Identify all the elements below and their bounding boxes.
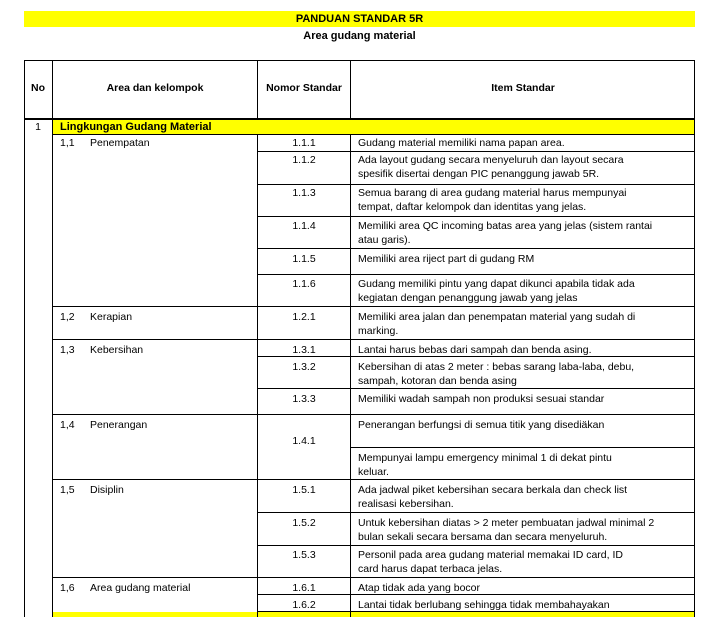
- header-item-standar: Item Standar: [491, 82, 555, 94]
- standard-item-line: Lantai harus bebas dari sampah dan benda asing.: [358, 344, 592, 356]
- next-section-highlight: [53, 612, 695, 617]
- group-number: 1,3: [60, 344, 75, 356]
- standard-item-line: spesifik disertai dengan PIC penanggung jawab 5R.: [358, 168, 600, 180]
- standard-code: 1.3.3: [292, 393, 316, 405]
- standard-item-line: Memiliki area riject part di gudang RM: [358, 253, 535, 265]
- grid-line: [257, 339, 695, 340]
- grid-line: [257, 512, 695, 513]
- grid-line: [257, 594, 695, 595]
- standard-item-line: Personil pada area gudang material memakai ID card, ID: [358, 549, 623, 561]
- standard-item-line: Gudang material memiliki nama papan area.: [358, 137, 565, 149]
- header-nomor-standar: Nomor Standar: [266, 82, 342, 94]
- standard-item-line: Ada jadwal piket kebersihan secara berkala dan check list: [358, 484, 628, 496]
- grid-line: [257, 60, 258, 118]
- standard-item-line: Lantai tidak berlubang sehingga tidak membahayakan: [358, 599, 610, 611]
- group-number: 1,2: [60, 311, 75, 323]
- grid-line: [257, 414, 695, 415]
- standard-code: 1.6.2: [292, 599, 316, 611]
- grid-line: [257, 184, 695, 185]
- standard-code: 1.1.6: [292, 278, 316, 290]
- grid-line: [53, 339, 257, 340]
- grid-line: [24, 60, 25, 617]
- group-name: Kebersihan: [90, 344, 144, 356]
- group-number: 1,4: [60, 419, 75, 431]
- grid-line: [53, 577, 257, 578]
- standard-item-line: bulan sekali secara bersama dan secara menyeluruh.: [358, 531, 608, 543]
- page-subtitle: Area gudang material: [303, 30, 416, 42]
- grid-line: [257, 388, 695, 389]
- grid-line: [257, 577, 695, 578]
- standard-code: 1.6.1: [292, 582, 316, 594]
- grid-line: [257, 479, 695, 480]
- standard-item-line: Penerangan berfungsi di semua titik yang disediäkan: [358, 419, 605, 431]
- standard-code: 1.5.3: [292, 549, 316, 561]
- header-no: No: [31, 82, 45, 94]
- grid-line: [257, 274, 695, 275]
- grid-line: [53, 306, 257, 307]
- grid-line: [53, 479, 257, 480]
- group-number: 1,5: [60, 484, 75, 496]
- group-name: Penempatan: [90, 137, 150, 149]
- grid-line: [257, 248, 695, 249]
- standard-code: 1.2.1: [292, 311, 316, 323]
- standard-item-line: Memiliki area QC incoming batas area yang jelas (sistem rantai: [358, 220, 653, 232]
- grid-line: [257, 216, 695, 217]
- grid-line: [257, 545, 695, 546]
- grid-line: [24, 119, 695, 120]
- section-title: Lingkungan Gudang Material: [60, 121, 212, 133]
- standard-code: 1.3.1: [292, 344, 316, 356]
- grid-line: [24, 60, 695, 61]
- standard-item-line: Semua barang di area gudang material harus mempunyai: [358, 187, 627, 199]
- standard-item-line: Mempunyai lampu emergency minimal 1 di dekat pintu: [358, 452, 612, 464]
- standard-code: 1.3.2: [292, 361, 316, 373]
- standard-item-line: Ada layout gudang secara menyeluruh dan layout secara: [358, 154, 624, 166]
- standard-code: 1.1.5: [292, 253, 316, 265]
- section-number: 1: [35, 121, 41, 133]
- standard-item-line: Memiliki area jalan dan penempatan material yang sudah di: [358, 311, 636, 323]
- standard-item-line: Untuk kebersihan diatas > 2 meter pembuatan jadwal minimal 2: [358, 517, 655, 529]
- standard-code: 1.4.1: [292, 435, 316, 447]
- header-area: Area dan kelompok: [106, 82, 204, 94]
- grid-line: [350, 60, 351, 118]
- standard-item-line: sampah, kotoran dan benda asing: [358, 375, 517, 387]
- grid-line: [350, 447, 695, 448]
- standard-item-line: Atap tidak ada yang bocor: [358, 582, 481, 594]
- standard-code: 1.5.2: [292, 517, 316, 529]
- standard-code: 1.1.4: [292, 220, 316, 232]
- standard-item-line: realisasi kebersihan.: [358, 498, 454, 510]
- standard-code: 1.5.1: [292, 484, 316, 496]
- standard-item-line: Gudang memiliki pintu yang dapat dikunci apabila tidak ada: [358, 278, 635, 290]
- group-name: Area gudang material: [90, 582, 191, 594]
- page-title: PANDUAN STANDAR 5R: [24, 11, 695, 27]
- group-name: Kerapian: [90, 311, 133, 323]
- standard-item-line: tempat, daftar kelompok dan identitas yang jelas.: [358, 201, 587, 213]
- group-number: 1,6: [60, 582, 75, 594]
- grid-line: [257, 611, 695, 612]
- grid-line: [53, 414, 257, 415]
- standard-code: 1.1.2: [292, 154, 316, 166]
- standard-item-line: atau garis).: [358, 234, 411, 246]
- grid-line: [257, 356, 695, 357]
- standard-item-line: Memiliki wadah sampah non produksi sesuai standar: [358, 393, 605, 405]
- grid-line: [257, 151, 695, 152]
- standard-item-line: Kebersihan di atas 2 meter : bebas sarang laba-laba, debu,: [358, 361, 635, 373]
- grid-line: [53, 134, 695, 135]
- group-name: Disiplin: [90, 484, 124, 496]
- grid-line: [257, 306, 695, 307]
- standard-item-line: keluar.: [358, 466, 389, 478]
- standard-item-line: marking.: [358, 325, 399, 337]
- group-number: 1,1: [60, 137, 75, 149]
- standard-item-line: card harus dapat terbaca jelas.: [358, 563, 503, 575]
- standard-code: 1.1.1: [292, 137, 316, 149]
- standard-code: 1.1.3: [292, 187, 316, 199]
- group-name: Penerangan: [90, 419, 148, 431]
- standard-item-line: kegiatan dengan penanggung jawab yang jelas: [358, 292, 578, 304]
